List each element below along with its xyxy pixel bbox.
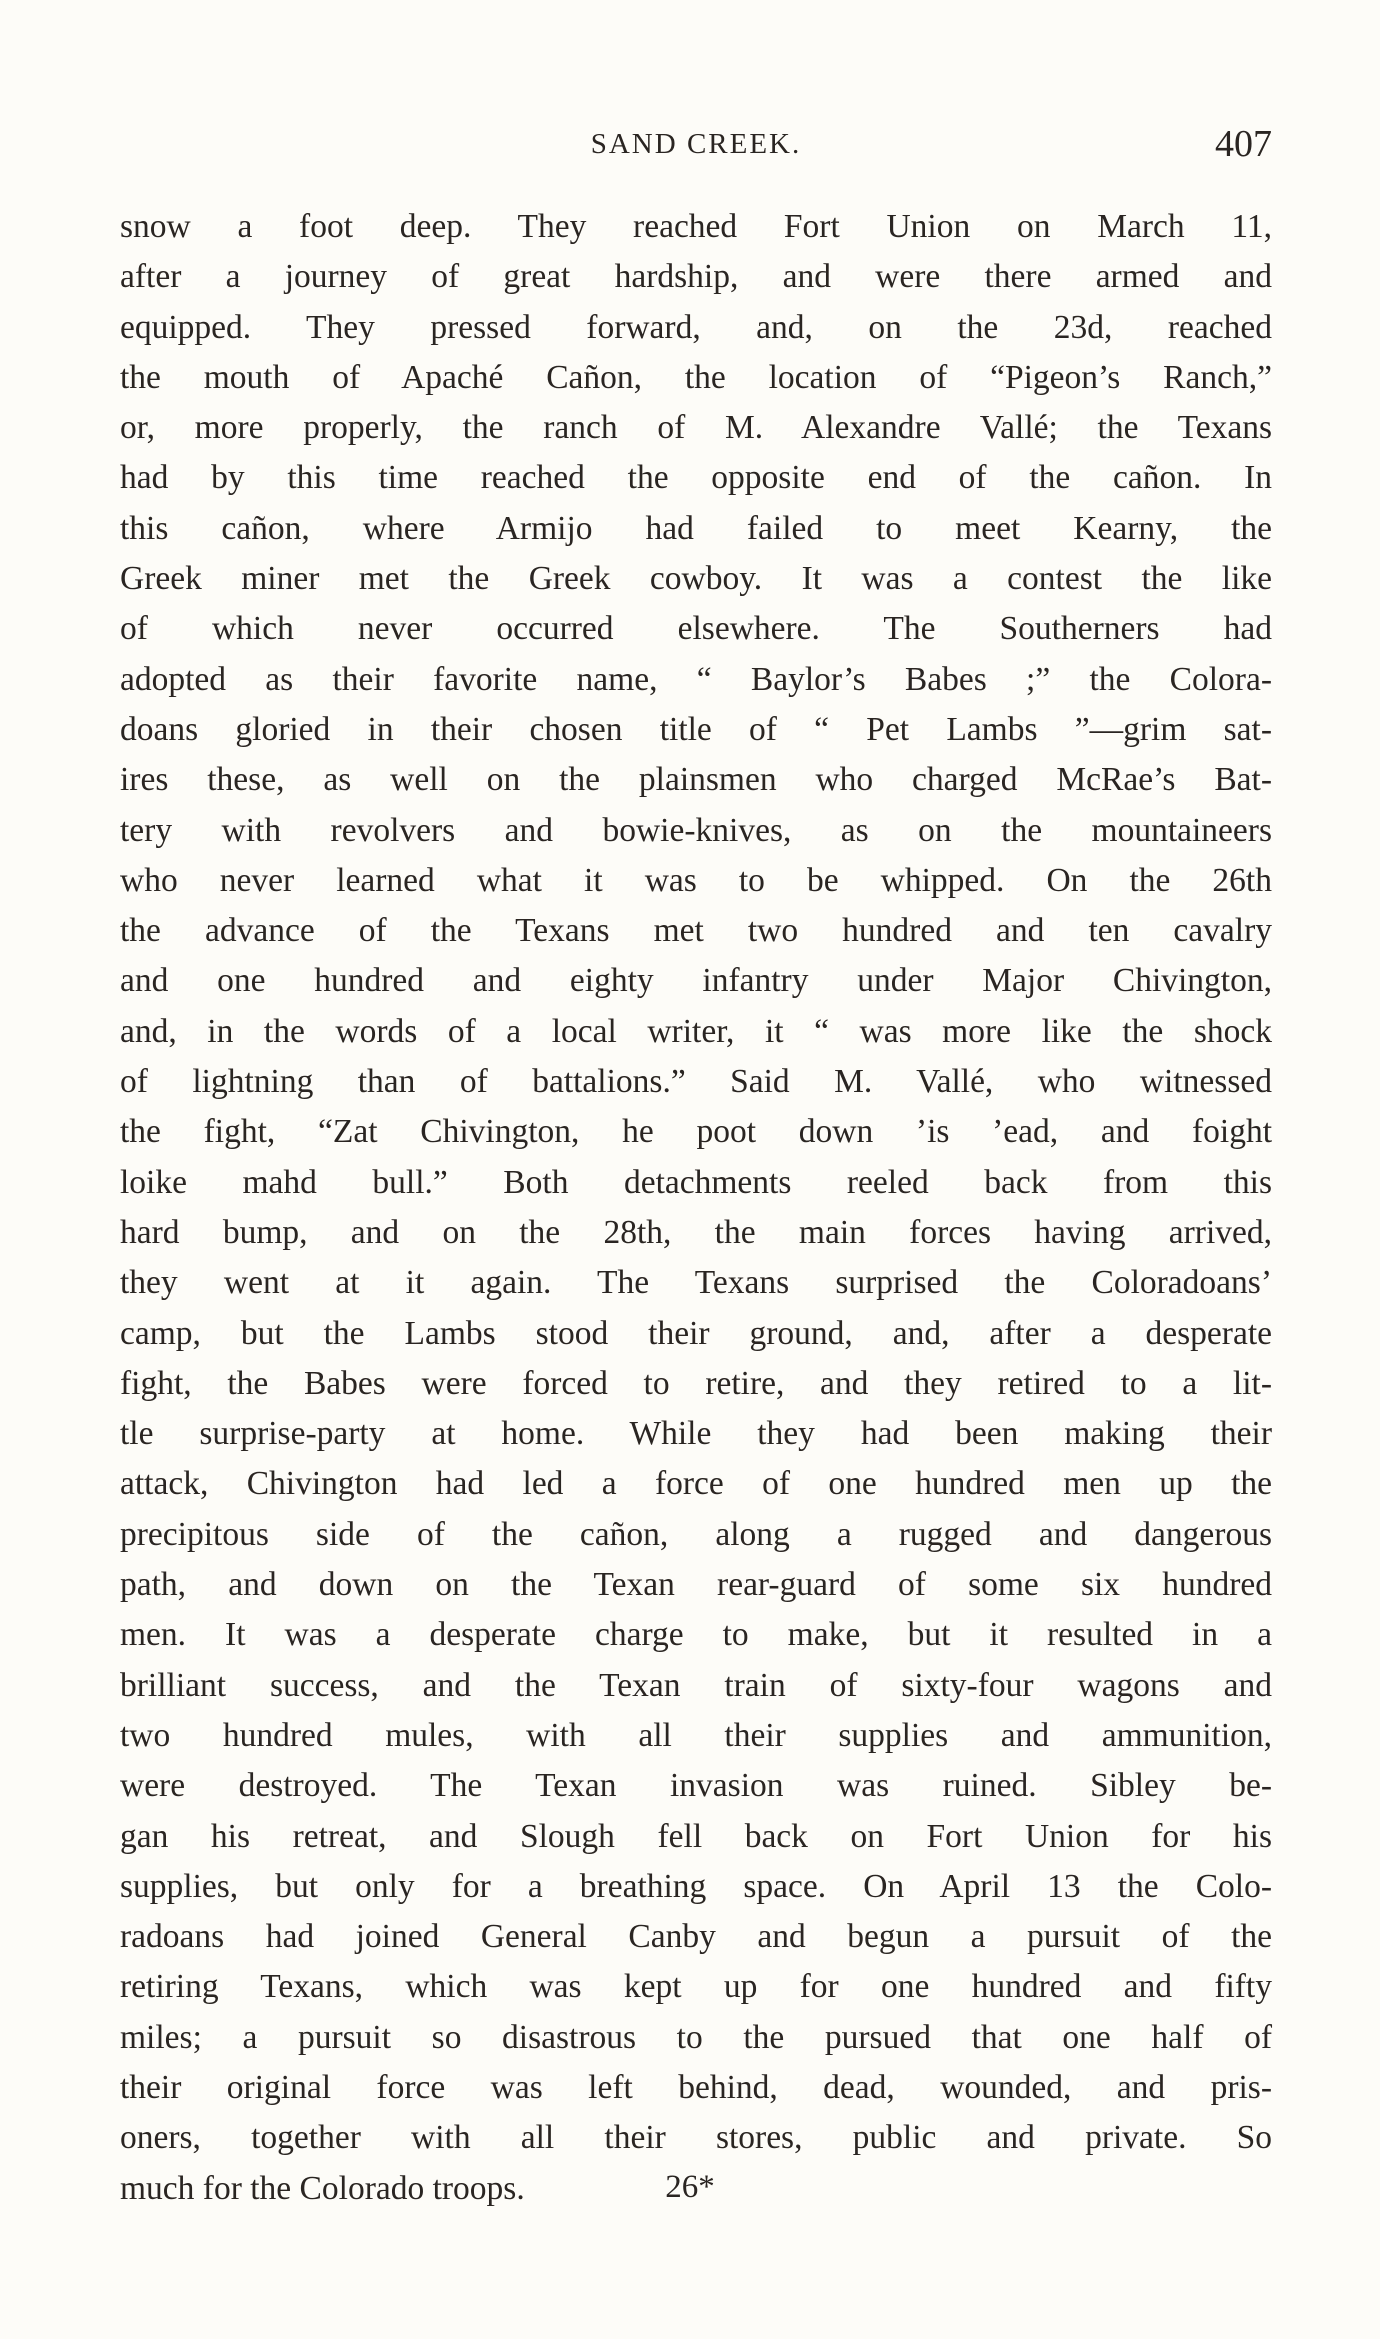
page-number: 407 [1215,123,1272,165]
text-line: gan his retreat, and Slough fell back on Fort Union for his [120,1817,1272,1855]
running-title: SAND CREEK. [590,128,802,160]
text-line: fight, the Babes were forced to retire, and they retired to a lit- [120,1364,1272,1402]
text-line: this cañon, where Armijo had failed to meet Kearny, the [120,509,1272,547]
running-head [120,124,1272,168]
text-line: adopted as their favorite name, “ Baylor’s Babes ;” the Colora- [120,660,1272,698]
text-line: tery with revolvers and bowie-knives, as on the mountaineers [120,811,1272,849]
text-line: radoans had joined General Canby and begun a pursuit of the [120,1918,1272,1956]
text-line: the fight, “Zat Chivington, he poot down ’is ’ead, and foight [120,1113,1272,1151]
text-line: the advance of the Texans met two hundred and ten cavalry [120,912,1272,950]
text-line: who never learned what it was to be whipped. On the 26th [120,861,1272,899]
text-line: oners, together with all their stores, public and private. So [120,2119,1272,2157]
text-line: tle surprise-party at home. While they had been making their [120,1415,1272,1453]
text-line: equipped. They pressed forward, and, on the 23d, reached [120,308,1272,346]
text-line: path, and down on the Texan rear-guard of some six hundred [120,1566,1272,1604]
text-line: snow a foot deep. They reached Fort Union on March 11, [120,208,1272,245]
text-line: had by this time reached the opposite end of the cañon. In [120,459,1272,497]
text-line: and, in the words of a local writer, it “ was more like the shock [120,1012,1272,1050]
text-line: precipitous side of the cañon, along a rugged and dangerous [120,1515,1272,1553]
text-line: loike mahd bull.” Both detachments reeled back from this [120,1163,1272,1201]
text-line: retiring Texans, which was kept up for one hundred and fifty [120,1968,1272,2006]
text-line: men. It was a desperate charge to make, but it resulted in a [120,1616,1272,1654]
text-line: miles; a pursuit so disastrous to the pursued that one half of [120,2018,1272,2056]
text-line: of which never occurred elsewhere. The Southerners had [120,610,1272,648]
text-line: doans gloried in their chosen title of “ Pet Lambs ”—grim sat- [120,710,1272,748]
text-line: Greek miner met the Greek cowboy. It was a contest the like [120,560,1272,598]
text-line: and one hundred and eighty infantry under Major Chivington, [120,962,1272,1000]
text-line: ires these, as well on the plainsmen who charged McRae’s Bat- [120,761,1272,799]
text-line: much for the Colorado troops. [120,2169,525,2207]
text-line: their original force was left behind, dead, wounded, and pris- [120,2068,1272,2106]
text-line: hard bump, and on the 28th, the main forces having arrived, [120,1213,1272,1251]
text-line: attack, Chivington had led a force of one hundred men up the [120,1465,1272,1503]
text-line: were destroyed. The Texan invasion was ruined. Sibley be- [120,1767,1272,1805]
text-line: brilliant success, and the Texan train of sixty-four wagons and [120,1666,1272,1704]
text-line: of lightning than of battalions.” Said M. Vallé, who witnessed [120,1063,1272,1101]
text-line: supplies, but only for a breathing space. On April 13 the Colo- [120,1867,1272,1905]
body-text [120,202,1272,2214]
text-line: camp, but the Lambs stood their ground, and, after a desperate [120,1314,1272,1352]
signature-mark: 26* [665,2169,715,2205]
text-line: two hundred mules, with all their supplies and ammunition, [120,1716,1272,1754]
text-line: the mouth of Apaché Cañon, the location of “Pigeon’s Ranch,” [120,358,1272,396]
text-line: or, more properly, the ranch of M. Alexandre Vallé; the Texans [120,409,1272,447]
text-line: after a journey of great hardship, and were there armed and [120,258,1272,296]
text-line: they went at it again. The Texans surprised the Coloradoans’ [120,1264,1272,1302]
